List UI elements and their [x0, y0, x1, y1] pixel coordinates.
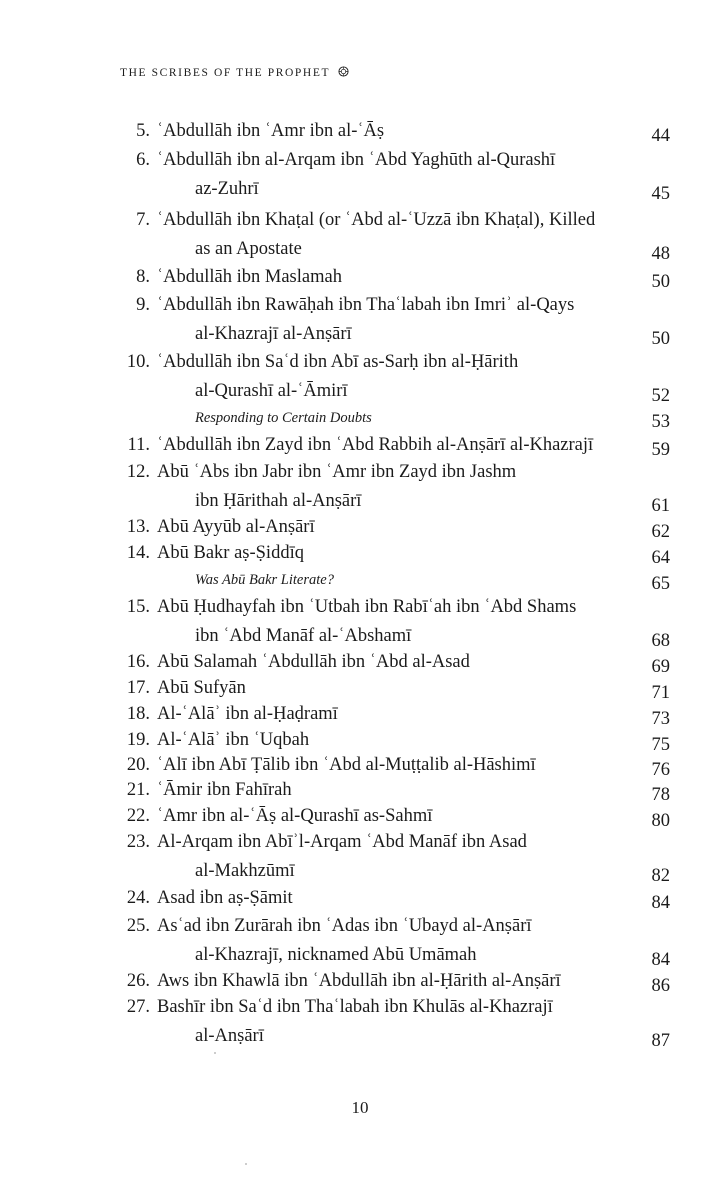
entry-page-number: 53	[651, 412, 670, 432]
entry-number: 13.	[126, 517, 150, 537]
entry-number: 7.	[136, 210, 150, 230]
entry-title: Abū Salamah ʿAbdullāh ibn ʿAbd al-Asad	[157, 652, 470, 672]
entry-page-number: 84	[651, 950, 670, 970]
entry-number: 18.	[126, 704, 150, 724]
toc-line	[0, 265, 720, 292]
subentry-title: Was Abū Bakr Literate?	[195, 572, 334, 588]
subentry-title: Responding to Certain Doubts	[195, 410, 372, 426]
toc-line	[0, 177, 720, 204]
entry-page-number: 52	[651, 386, 670, 406]
entry-number: 9.	[136, 295, 150, 315]
toc-line	[0, 568, 720, 592]
entry-number: 6.	[136, 150, 150, 170]
paper-speck	[245, 1163, 247, 1165]
entry-page-number: 76	[651, 760, 670, 780]
entry-number: 26.	[126, 971, 150, 991]
entry-title: as an Apostate	[195, 239, 302, 259]
toc-line	[0, 237, 720, 264]
toc-line	[0, 119, 720, 146]
entry-title: al-Khazrajī al-Anṣārī	[195, 324, 352, 344]
toc-line	[0, 293, 720, 317]
entry-page-number: 73	[651, 709, 670, 729]
toc-entry	[0, 914, 720, 970]
toc-entry	[0, 350, 720, 406]
toc-entry	[0, 541, 720, 568]
entry-title: az-Zuhrī	[195, 179, 259, 199]
toc-entry	[0, 208, 720, 264]
salutation-ornament-icon	[338, 66, 349, 77]
table-of-contents	[0, 119, 720, 1051]
entry-title: al-Anṣārī	[195, 1026, 264, 1046]
entry-number: 24.	[126, 888, 150, 908]
entry-page-number: 48	[651, 244, 670, 264]
entry-title: al-Khazrajī, nicknamed Abū Umāmah	[195, 945, 477, 965]
entry-page-number: 61	[651, 496, 670, 516]
entry-page-number: 65	[651, 574, 670, 594]
entry-page-number: 69	[651, 657, 670, 677]
entry-page-number: 71	[651, 683, 670, 703]
toc-entry	[0, 804, 720, 831]
entry-number: 15.	[126, 597, 150, 617]
entry-page-number: 50	[651, 272, 670, 292]
toc-line	[0, 460, 720, 484]
entry-title: Abū Ayyūb al-Anṣārī	[157, 517, 315, 537]
toc-line	[0, 595, 720, 619]
toc-line	[0, 379, 720, 406]
toc-subentry	[0, 568, 720, 592]
entry-number: 23.	[126, 832, 150, 852]
toc-line	[0, 208, 720, 232]
toc-entry	[0, 148, 720, 204]
entry-title: ʿAbdullāh ibn ʿAmr ibn al-ʿĀṣ	[157, 121, 385, 141]
entry-page-number: 44	[651, 126, 670, 146]
toc-entry	[0, 119, 720, 146]
entry-title: ibn Ḥārithah al-Anṣārī	[195, 491, 362, 511]
running-head-text: THE SCRIBES OF THE PROPHET	[120, 67, 330, 79]
entry-number: 22.	[126, 806, 150, 826]
toc-line	[0, 914, 720, 938]
entry-title: ʿAbdullāh ibn al-Arqam ibn ʿAbd Yaghūth al-Qurashī	[157, 150, 556, 170]
toc-line	[0, 406, 720, 430]
entry-number: 17.	[126, 678, 150, 698]
toc-line	[0, 624, 720, 651]
toc-entry	[0, 650, 720, 677]
toc-entry	[0, 433, 720, 460]
running-head	[120, 66, 349, 79]
entry-title: Al-ʿAlāʾ ibn ʿUqbah	[157, 730, 310, 750]
entry-number: 11.	[127, 435, 150, 455]
entry-title: Al-Arqam ibn Abīʾl-Arqam ʿAbd Manāf ibn Asad	[157, 832, 527, 852]
toc-entry	[0, 995, 720, 1051]
toc-entry	[0, 778, 720, 805]
entry-title: Al-ʿAlāʾ ibn al-Ḥaḍramī	[157, 704, 338, 724]
page-number: 10	[351, 1098, 369, 1117]
entry-title: Abū Bakr aṣ-Ṣiddīq	[157, 543, 304, 563]
entry-page-number: 80	[651, 811, 670, 831]
entry-page-number: 64	[651, 548, 670, 568]
toc-entry	[0, 728, 720, 755]
toc-line	[0, 1024, 720, 1051]
toc-line	[0, 859, 720, 886]
entry-title: ʿAbdullāh ibn Saʿd ibn Abī as-Sarḥ ibn al-Ḥārith	[157, 352, 519, 372]
toc-line	[0, 804, 720, 831]
toc-line	[0, 322, 720, 349]
entry-title: ʿAbdullāh ibn Rawāḥah ibn Thaʿlabah ibn Imriʾ al-Qays	[157, 295, 575, 315]
entry-title: Abū ʿAbs ibn Jabr ibn ʿAmr ibn Zayd ibn Jashm	[157, 462, 517, 482]
entry-page-number: 82	[651, 866, 670, 886]
toc-entry	[0, 830, 720, 886]
toc-entry	[0, 515, 720, 542]
entry-title: ʿAbdullāh ibn Maslamah	[157, 267, 342, 287]
entry-number: 12.	[126, 462, 150, 482]
entry-page-number: 68	[651, 631, 670, 651]
toc-entry	[0, 460, 720, 516]
paper-speck	[214, 1052, 216, 1054]
entry-title: Abū Ḥudhayfah ibn ʿUtbah ibn Rabīʿah ibn ʿAbd Shams	[157, 597, 577, 617]
entry-number: 16.	[126, 652, 150, 672]
entry-title: Asʿad ibn Zurārah ibn ʿAdas ibn ʿUbayd al-Anṣārī	[157, 916, 532, 936]
toc-line	[0, 995, 720, 1019]
entry-page-number: 45	[651, 184, 670, 204]
entry-title: ʿAlī ibn Abī Ṭālib ibn ʿAbd al-Muṭṭalib al-Hāshimī	[157, 755, 536, 775]
toc-entry	[0, 969, 720, 996]
toc-line	[0, 830, 720, 854]
toc-line	[0, 433, 720, 460]
toc-entry	[0, 265, 720, 292]
toc-line	[0, 541, 720, 568]
entry-number: 27.	[126, 997, 150, 1017]
entry-title: Asad ibn aṣ-Ṣāmit	[157, 888, 293, 908]
toc-entry	[0, 886, 720, 913]
entry-page-number: 50	[651, 329, 670, 349]
toc-line	[0, 515, 720, 542]
entry-title: Abū Sufyān	[157, 678, 246, 698]
entry-title: al-Makhzūmī	[195, 861, 295, 881]
toc-line	[0, 728, 720, 755]
entry-number: 25.	[126, 916, 150, 936]
toc-subentry	[0, 406, 720, 430]
toc-entry	[0, 595, 720, 651]
entry-page-number: 84	[651, 893, 670, 913]
entry-page-number: 62	[651, 522, 670, 542]
toc-line	[0, 702, 720, 729]
entry-title: ʿĀmir ibn Fahīrah	[157, 780, 292, 800]
entry-number: 5.	[136, 121, 150, 141]
toc-line	[0, 148, 720, 172]
toc-entry	[0, 293, 720, 349]
toc-line	[0, 778, 720, 805]
toc-line	[0, 969, 720, 996]
toc-entry	[0, 676, 720, 703]
entry-title: ʿAmr ibn al-ʿĀṣ al-Qurashī as-Sahmī	[157, 806, 433, 826]
entry-page-number: 75	[651, 735, 670, 755]
entry-title: Aws ibn Khawlā ibn ʿAbdullāh ibn al-Ḥārith al-Anṣārī	[157, 971, 561, 991]
entry-number: 8.	[136, 267, 150, 287]
entry-title: Bashīr ibn Saʿd ibn Thaʿlabah ibn Khulās al-Khazrajī	[157, 997, 553, 1017]
toc-line	[0, 886, 720, 913]
toc-entry	[0, 753, 720, 780]
entry-page-number: 59	[651, 440, 670, 460]
entry-title: ʿAbdullāh ibn Khaṭal (or ʿAbd al-ʿUzzā ibn Khaṭal), Killed	[157, 210, 596, 230]
toc-line	[0, 676, 720, 703]
entry-page-number: 87	[651, 1031, 670, 1051]
entry-number: 19.	[126, 730, 150, 750]
entry-number: 21.	[126, 780, 150, 800]
entry-number: 20.	[126, 755, 150, 775]
entry-title: ibn ʿAbd Manāf al-ʿAbshamī	[195, 626, 412, 646]
entry-title: al-Qurashī al-ʿĀmirī	[195, 381, 348, 401]
entry-page-number: 86	[651, 976, 670, 996]
toc-line	[0, 350, 720, 374]
entry-number: 10.	[126, 352, 150, 372]
entry-number: 14.	[126, 543, 150, 563]
toc-entry	[0, 702, 720, 729]
toc-line	[0, 489, 720, 516]
toc-line	[0, 650, 720, 677]
entry-title: ʿAbdullāh ibn Zayd ibn ʿAbd Rabbih al-Anṣārī al-Khazrajī	[157, 435, 594, 455]
entry-page-number: 78	[651, 785, 670, 805]
toc-line	[0, 753, 720, 780]
toc-line	[0, 943, 720, 970]
